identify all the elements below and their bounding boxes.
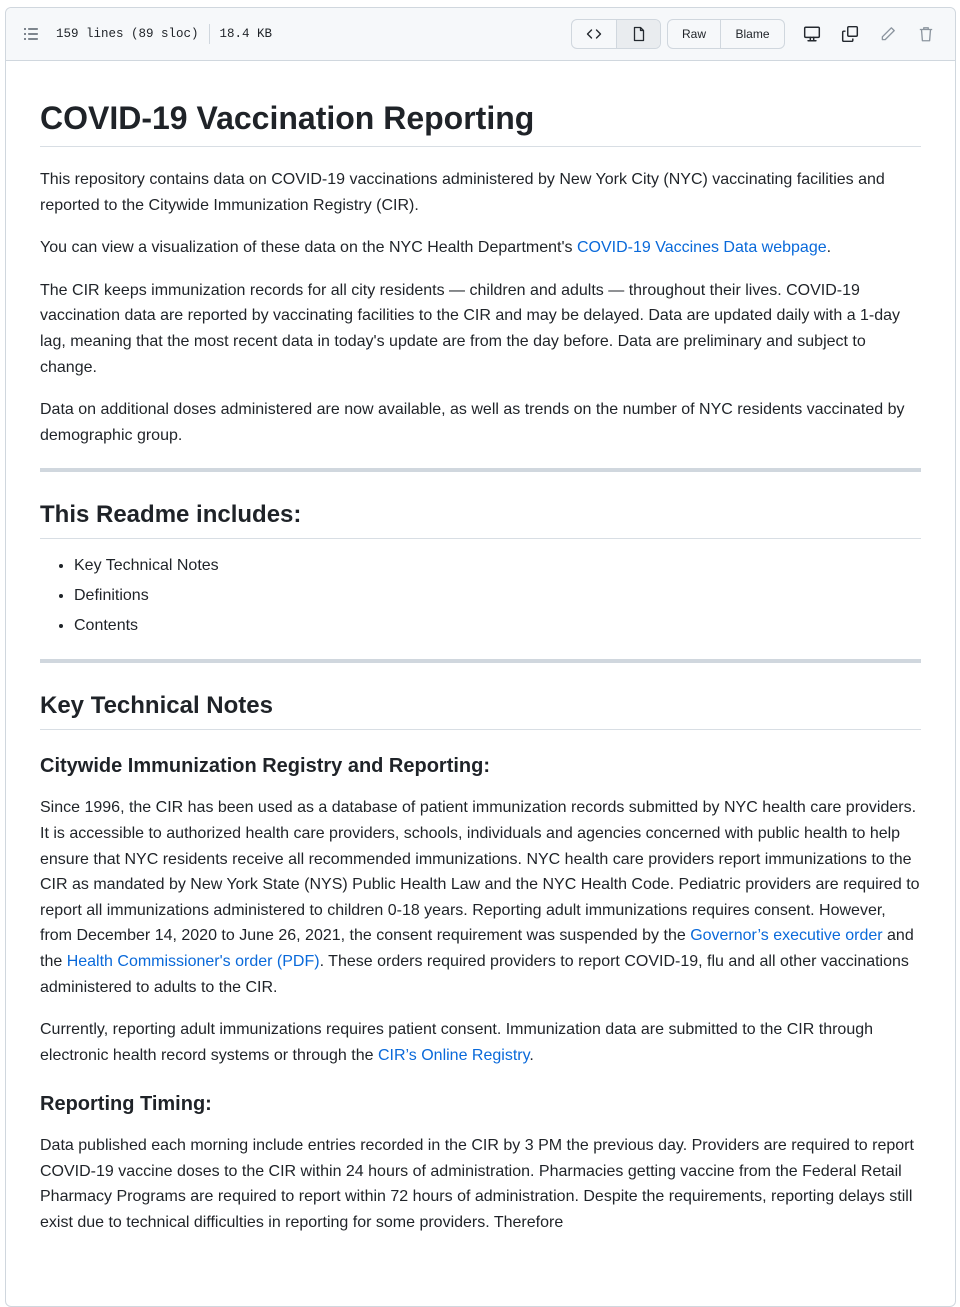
list-item: • Definitions	[74, 583, 921, 609]
key-notes-heading: Key Technical Notes	[40, 691, 921, 730]
vaccines-data-webpage-link[interactable]: COVID-19 Vaccines Data webpage	[577, 239, 827, 257]
intro-paragraph-3: The CIR keeps immunization records for all city residents — children and adults — throughout their lives. COVID-19 vaccination data are reported by vaccinating facilities to the CIR and may be delayed. Data are updated daily with a 1-day lag, meaning that the most recent data in today's update are from the day before. Data are preliminary and subject to change.	[40, 281, 901, 376]
pencil-icon	[879, 25, 897, 43]
list-unordered-icon[interactable]	[22, 25, 40, 43]
cir-heading: Citywide Immunization Registry and Reporting:	[40, 755, 491, 778]
code-view-button[interactable]	[572, 20, 616, 48]
divider	[209, 24, 210, 44]
includes-list	[40, 553, 921, 639]
preview-view-button[interactable]	[616, 20, 660, 48]
reporting-timing-heading: Reporting Timing:	[40, 1093, 212, 1116]
section-divider	[40, 468, 921, 472]
file-icon	[631, 26, 647, 42]
governor-executive-order-link[interactable]: Governor’s executive order	[690, 927, 883, 945]
raw-blame-group	[667, 19, 785, 49]
cir-paragraph-1: Since 1996, the CIR has been used as a database of patient immunization records submitted by NYC health care providers. It is accessible to authorized health care providers, schools, individuals and agencies concerned with public health to help ensure that NYC residents receive all recommended immunizations. NYC health care providers report immunizations to the CIR as mandated by New York State (NYS) Public Health Law and the NYC Health Code. Pediatric providers are required to report all immunizations administered to children 0-18 years. Reporting adult immunizations requires consent. However, from December 14, 2020 to June 26, 2021, the consent requirement was suspended by the Governor’s executive order and the Health Commissioner's order (PDF). These orders required providers to report COVID-19, flu and all other vaccinations administered to adults to the CIR.	[40, 799, 920, 996]
blame-button[interactable]: Blame	[720, 20, 784, 48]
intro-paragraph-2: You can view a visualization of these data on the NYC Health Department's COVID-19 Vaccines Data webpage.	[40, 239, 832, 257]
intro-paragraph-4: Data on additional doses administered are now available, as well as trends on the number of NYC residents vaccinated by demographic group.	[40, 401, 905, 444]
readme-content	[40, 60, 921, 1253]
cir-paragraph-2: Currently, reporting adult immunizations requires patient consent. Immunization data are submitted to the CIR through electronic health record systems or through the CIR’s Online Registry.	[40, 1021, 874, 1064]
intro-paragraph-1: This repository contains data on COVID-19 vaccinations administered by New York City (NYC) vaccinating facilities and reported to the Citywide Immunization Registry (CIR).	[40, 171, 885, 214]
section-divider	[40, 659, 921, 663]
edit-button[interactable]	[871, 19, 905, 49]
timing-paragraph-1: Data published each morning include entries recorded in the CIR by 3 PM the previous day. Providers are required to report COVID-19 vaccine doses to the CIR within 24 hours of administration. Pharmacies getting vaccine from the Federal Retail Pharmacy Programs are required to report within 72 hours of administration. Despite the requirements, reporting delays still exist due to technical difficulties in reporting for some providers. Therefore	[40, 1137, 914, 1232]
includes-heading: This Readme includes:	[40, 500, 921, 539]
view-toggle	[571, 19, 661, 49]
file-header	[6, 8, 955, 61]
copy-button[interactable]	[833, 19, 867, 49]
code-icon	[586, 26, 602, 42]
cir-online-registry-link[interactable]: CIR’s Online Registry	[377, 1046, 530, 1064]
readme-title: COVID-19 Vaccination Reporting	[40, 98, 921, 147]
list-item: • Contents	[74, 613, 921, 639]
trash-icon	[917, 25, 935, 43]
line-count: 159 lines (89 sloc)	[56, 27, 199, 41]
raw-button[interactable]: Raw	[681, 27, 706, 41]
file-info	[56, 24, 272, 44]
list-item: • Key Technical Notes	[74, 553, 921, 579]
health-commissioner-order-link[interactable]: Health Commissioner's order (PDF)	[66, 952, 320, 970]
delete-button[interactable]	[909, 19, 943, 49]
open-desktop-button[interactable]	[795, 19, 829, 49]
file-size: 18.4 KB	[219, 27, 273, 41]
copy-icon	[841, 25, 859, 43]
desktop-icon	[803, 25, 821, 43]
